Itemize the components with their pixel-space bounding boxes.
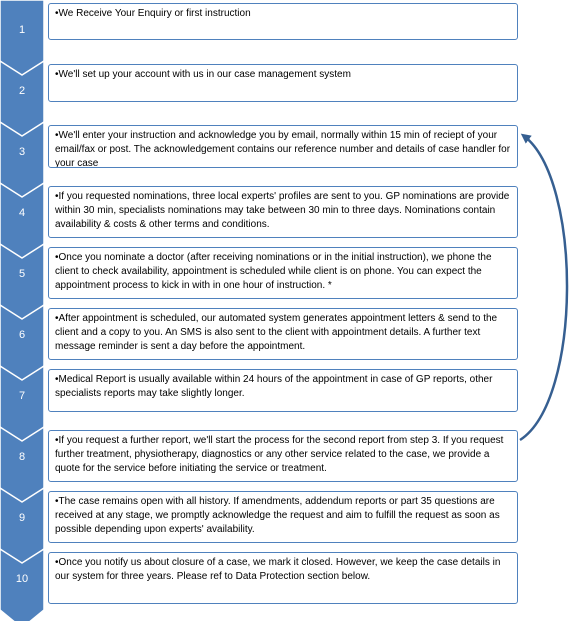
step-number-7: 7 — [18, 390, 26, 402]
step-box-4: •If you requested nominations, three local experts' profiles are sent to you. GP nominations are provide within 30 min, specialists nominations may take between 30 min to three days. Nominations contain availability & costs & other terms and conditions. — [48, 186, 518, 238]
step-number-9: 9 — [18, 512, 26, 524]
step-box-8: •If you request a further report, we'll start the process for the second report from step 3. If you request further treatment, physiotherapy, diagnostics or any other service related to the case, we provide a quote for the service before initiating the service or treatment. — [48, 430, 518, 482]
step-number-8: 8 — [18, 451, 26, 463]
step-box-3: •We'll enter your instruction and acknowledge you by email, normally within 15 min of reciept of your email/fax or post. The acknowledgement contains our reference number and details of case handler for your case — [48, 125, 518, 168]
step-box-7: •Medical Report is usually available within 24 hours of the appointment in case of GP reports, other specialists reports may take slightly longer. — [48, 369, 518, 412]
step-number-2: 2 — [18, 85, 26, 97]
step-box-6: •After appointment is scheduled, our automated system generates appointment letters & send to the client and a copy to you. An SMS is also sent to the client with appointment details. A further text message reminder is sent a day before the appointment. — [48, 308, 518, 360]
step-number-6: 6 — [18, 329, 26, 341]
step-number-1: 1 — [18, 24, 26, 36]
step-number-3: 3 — [18, 146, 26, 158]
step-box-9: •The case remains open with all history. If amendments, addendum reports or part 35 questions are received at any stage, we promptly acknowledge the request and aim to fulfill the request as soon as possible depending upon experts' availability. — [48, 491, 518, 543]
step-box-5: •Once you nominate a doctor (after receiving nominations or in the initial instruction), we phone the client to check availability, appointment is scheduled while client is on phone. You can expect the appointment process to kick in with in one hour of instruction. * — [48, 247, 518, 299]
step-box-10: •Once you notify us about closure of a case, we mark it closed. However, we keep the case details in our system for three years. Please ref to Data Protection section below. — [48, 552, 518, 604]
step-box-1: •We Receive Your Enquiry or first instruction — [48, 3, 518, 40]
step-number-4: 4 — [18, 207, 26, 219]
step-number-5: 5 — [18, 268, 26, 280]
step-box-2: •We'll set up your account with us in our case management system — [48, 64, 518, 102]
step-number-10: 10 — [15, 573, 29, 585]
